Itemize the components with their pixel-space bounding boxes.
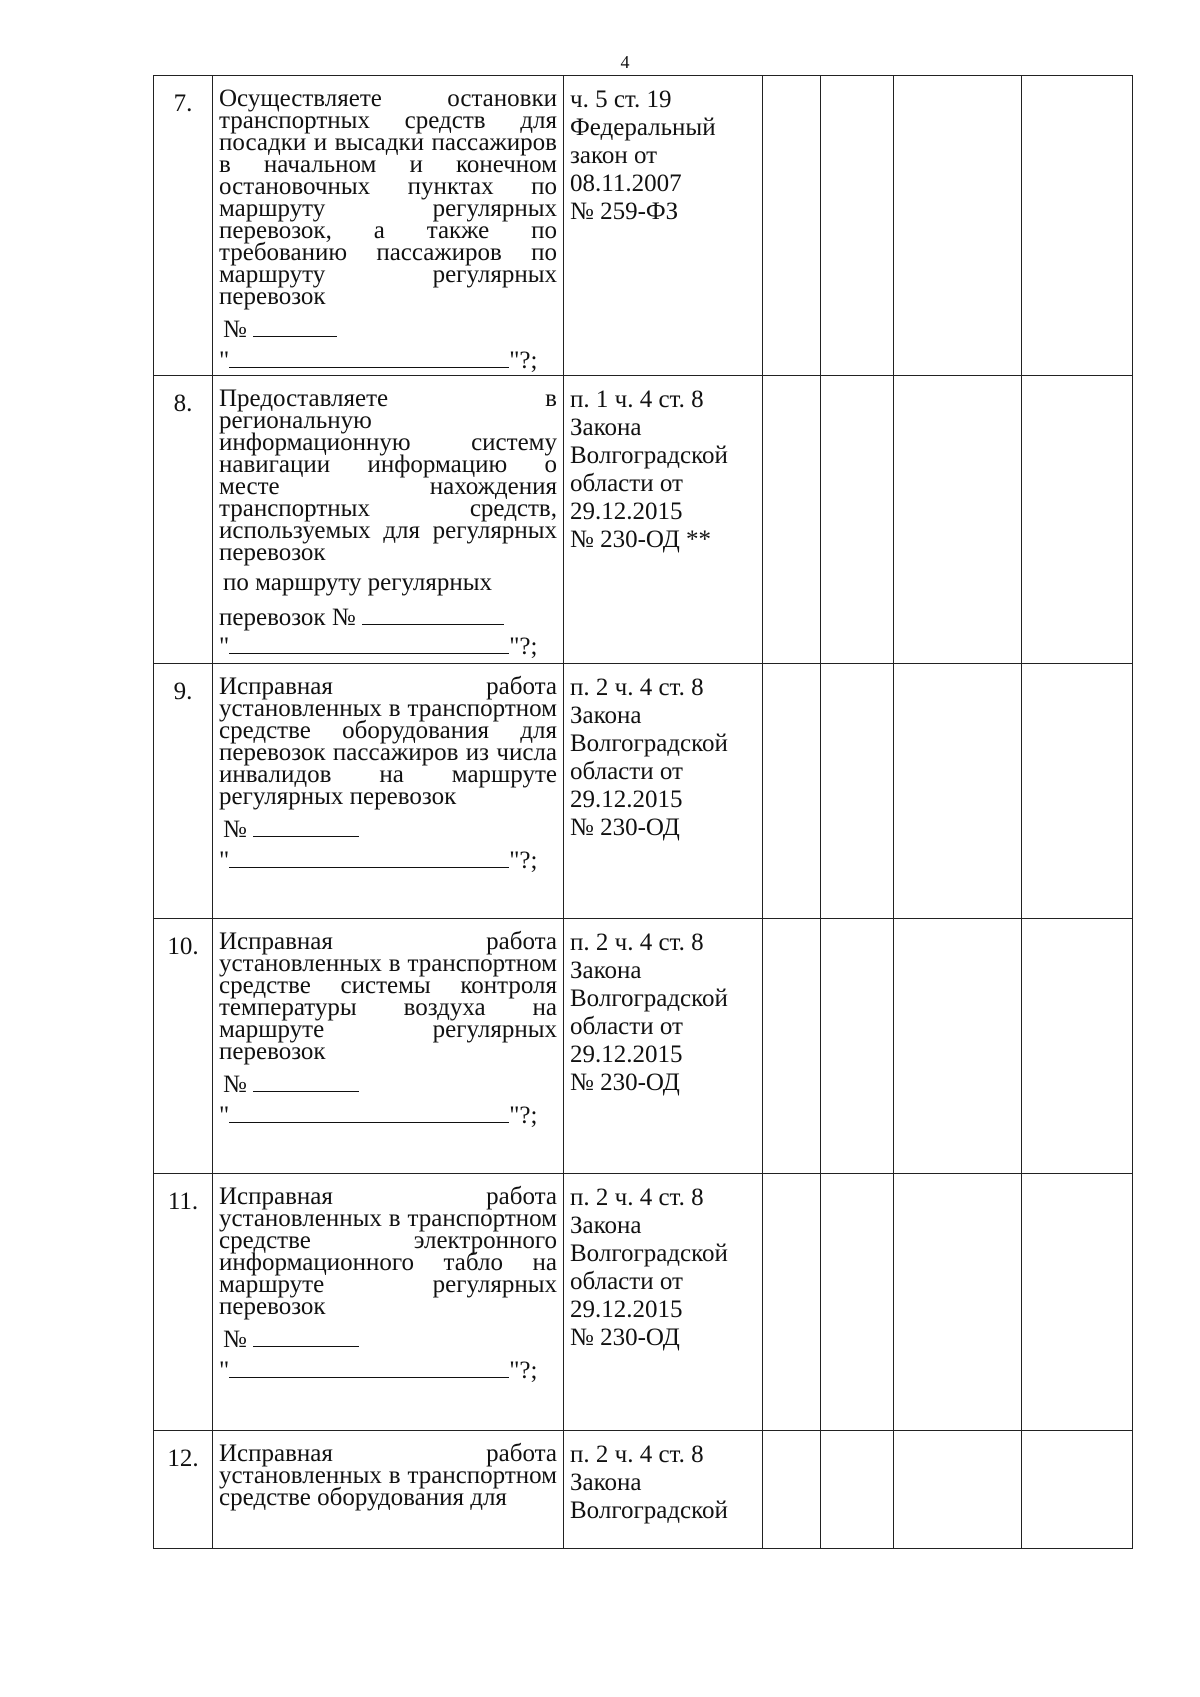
- row-number: 12.: [154, 1431, 213, 1549]
- reference-line: № 230-ОД: [570, 1324, 680, 1351]
- row-number: 8.: [154, 376, 213, 664]
- checklist-table: [153, 75, 1133, 1549]
- question-text: Исправная работа установленных в транспортном средстве оборудования для: [219, 1440, 557, 1511]
- route-number-label: №: [223, 1071, 247, 1098]
- answer-cell-na[interactable]: [894, 1174, 1022, 1431]
- reference-line: области от: [570, 1013, 683, 1040]
- reference-line: № 230-ОД **: [570, 526, 712, 553]
- answer-cell-no[interactable]: [821, 376, 894, 664]
- quote-close: "?;: [509, 633, 538, 660]
- reference-line: 29.12.2015: [570, 1296, 683, 1323]
- question-text: Осуществляете остановки транспортных средств для посадки и высадки пассажиров в начальном и конечном остановочных пунктах по маршруту регулярных перевозок, а также по требованию пассажиров по маршруту регулярных перевозок: [219, 85, 557, 310]
- reference-line: области от: [570, 1268, 683, 1295]
- table-row: [154, 664, 1133, 919]
- row-number: 10.: [154, 919, 213, 1174]
- reference-line: п. 2 ч. 4 ст. 8: [570, 929, 704, 956]
- quote-open: ": [219, 847, 230, 874]
- route-name-blank: [229, 633, 509, 654]
- reference-cell: [564, 919, 763, 1174]
- question-text: Предоставляете в региональную информационную систему навигации информацию о месте нахождения транспортных средств, используемых для регулярных перевозок: [219, 385, 557, 566]
- answer-cell-yes[interactable]: [763, 664, 821, 919]
- answer-cell-yes[interactable]: [763, 76, 821, 376]
- reference-line: Волгоградской: [570, 1497, 728, 1524]
- answer-cell-no[interactable]: [821, 76, 894, 376]
- reference-line: Волгоградской: [570, 985, 728, 1012]
- route-number-blank: [362, 604, 504, 625]
- route-number-blank: [253, 316, 337, 337]
- question-cell: [213, 919, 564, 1174]
- route-number-label: №: [223, 316, 247, 343]
- answer-cell-no[interactable]: [821, 664, 894, 919]
- reference-line: 08.11.2007: [570, 170, 682, 197]
- answer-cell-yes[interactable]: [763, 919, 821, 1174]
- reference-line: Закона: [570, 957, 642, 984]
- notes-cell[interactable]: [1022, 664, 1133, 919]
- question-cell: [213, 376, 564, 664]
- quote-open: ": [219, 1357, 230, 1384]
- reference-line: п. 1 ч. 4 ст. 8: [570, 386, 704, 413]
- question-text: Исправная работа установленных в транспортном средстве оборудования для перевозок пассажиров из числа инвалидов на маршруте регулярных перевозок: [219, 673, 557, 810]
- reference-cell: [564, 1174, 763, 1431]
- quote-close: "?;: [509, 847, 538, 874]
- reference-line: Волгоградской: [570, 442, 728, 469]
- route-number-label: перевозок №: [219, 604, 356, 631]
- reference-cell: [564, 76, 763, 376]
- answer-cell-na[interactable]: [894, 664, 1022, 919]
- table-row: [154, 76, 1133, 376]
- answer-cell-no[interactable]: [821, 1431, 894, 1549]
- reference-line: Федеральный: [570, 114, 716, 141]
- row-number: 9.: [154, 664, 213, 919]
- route-number-label: №: [223, 1326, 247, 1353]
- answer-cell-na[interactable]: [894, 919, 1022, 1174]
- answer-cell-na[interactable]: [894, 376, 1022, 664]
- question-cell: [213, 76, 564, 376]
- answer-cell-yes[interactable]: [763, 1431, 821, 1549]
- route-name-blank: [229, 1357, 509, 1378]
- reference-line: № 230-ОД: [570, 814, 680, 841]
- answer-cell-no[interactable]: [821, 919, 894, 1174]
- reference-line: п. 2 ч. 4 ст. 8: [570, 1184, 704, 1211]
- reference-cell: [564, 664, 763, 919]
- route-number-blank: [253, 1326, 359, 1347]
- reference-cell: [564, 376, 763, 664]
- route-number-blank: [253, 1071, 359, 1092]
- reference-line: п. 2 ч. 4 ст. 8: [570, 674, 704, 701]
- answer-cell-na[interactable]: [894, 76, 1022, 376]
- route-number-label: №: [223, 816, 247, 843]
- reference-line: области от: [570, 758, 683, 785]
- table-row: [154, 1431, 1133, 1549]
- question-text: Исправная работа установленных в транспортном средстве электронного информационного табло на маршруте регулярных перевозок: [219, 1183, 557, 1320]
- route-number-blank: [253, 816, 359, 837]
- table-row: [154, 1174, 1133, 1431]
- reference-line: Волгоградской: [570, 730, 728, 757]
- reference-line: 29.12.2015: [570, 786, 683, 813]
- reference-line: области от: [570, 470, 683, 497]
- reference-line: Закона: [570, 1469, 642, 1496]
- route-name-blank: [229, 847, 509, 868]
- reference-line: закон от: [570, 142, 658, 169]
- page-number: 4: [620, 52, 630, 72]
- quote-close: "?;: [509, 347, 538, 374]
- notes-cell[interactable]: [1022, 919, 1133, 1174]
- question-extra: по маршруту регулярных: [223, 569, 493, 596]
- reference-line: Закона: [570, 702, 642, 729]
- route-name-blank: [229, 1102, 509, 1123]
- reference-line: 29.12.2015: [570, 498, 683, 525]
- question-cell: [213, 664, 564, 919]
- answer-cell-no[interactable]: [821, 1174, 894, 1431]
- route-name-blank: [229, 347, 509, 368]
- reference-cell: [564, 1431, 763, 1549]
- notes-cell[interactable]: [1022, 76, 1133, 376]
- row-number: 7.: [154, 76, 213, 376]
- row-number: 11.: [154, 1174, 213, 1431]
- question-cell: [213, 1431, 564, 1549]
- reference-line: п. 2 ч. 4 ст. 8: [570, 1441, 704, 1468]
- quote-open: ": [219, 347, 230, 374]
- reference-line: № 259-ФЗ: [570, 198, 679, 225]
- reference-line: 29.12.2015: [570, 1041, 683, 1068]
- notes-cell[interactable]: [1022, 1174, 1133, 1431]
- quote-open: ": [219, 633, 230, 660]
- quote-close: "?;: [509, 1102, 538, 1129]
- reference-line: ч. 5 ст. 19: [570, 86, 672, 113]
- question-cell: [213, 1174, 564, 1431]
- quote-close: "?;: [509, 1357, 538, 1384]
- notes-cell[interactable]: [1022, 376, 1133, 664]
- reference-line: Закона: [570, 414, 642, 441]
- reference-line: Волгоградской: [570, 1240, 728, 1267]
- answer-cell-yes[interactable]: [763, 376, 821, 664]
- notes-cell[interactable]: [1022, 1431, 1133, 1549]
- table-row: [154, 376, 1133, 664]
- question-text: Исправная работа установленных в транспортном средстве системы контроля температуры воздуха на маршруте регулярных перевозок: [219, 928, 557, 1065]
- reference-line: № 230-ОД: [570, 1069, 680, 1096]
- answer-cell-na[interactable]: [894, 1431, 1022, 1549]
- answer-cell-yes[interactable]: [763, 1174, 821, 1431]
- quote-open: ": [219, 1102, 230, 1129]
- reference-line: Закона: [570, 1212, 642, 1239]
- table-row: [154, 919, 1133, 1174]
